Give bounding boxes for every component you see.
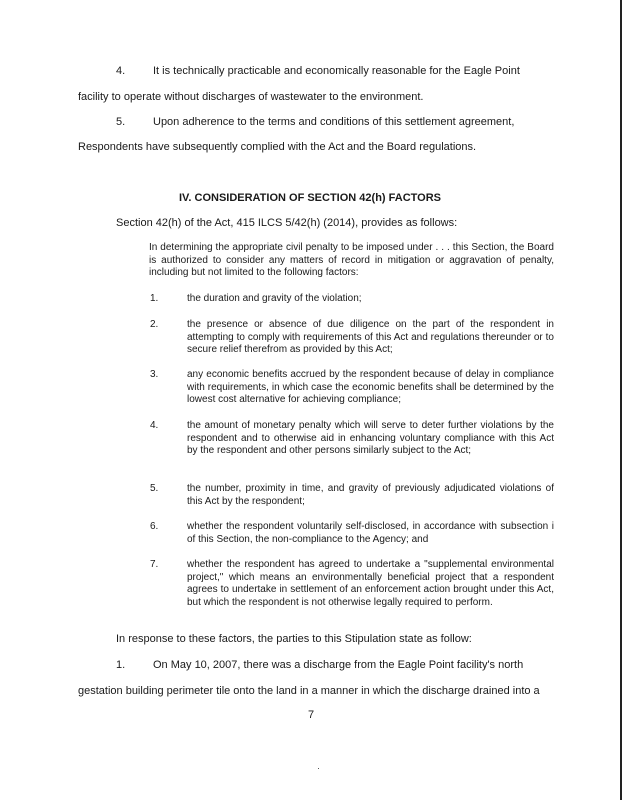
factor-7-text: whether the respondent has agreed to undertake a "supplemental environmental project," which means an environmentally beneficial project that a respondent agrees to undertake in settlement of an enforcement action brought under this Act, but which the respondent is not otherwise legally required to perform.: [187, 559, 554, 608]
factor-4-number: 4.: [150, 420, 159, 431]
factor-4-text: the amount of monetary penalty which will serve to deter further violations by the respondent and to otherwise aid in enhancing voluntary compliance with this Act by the respondent and other persons similarly subject to the Act;: [187, 420, 554, 456]
response-1-number: 1.: [116, 659, 126, 671]
factor-5-number: 5.: [150, 483, 159, 494]
factor-5-text: the number, proximity in time, and gravity of previously adjudicated violations of this Act by the respondent;: [187, 483, 554, 507]
response-1-text: On May 10, 2007, there was a discharge from the Eagle Point facility's north: [153, 659, 524, 671]
finding-5-text: Upon adherence to the terms and conditions of this settlement agreement,: [153, 116, 515, 128]
page-number: 7: [308, 709, 315, 721]
finding-4-continuation: facility to operate without discharges of wastewater to the environment.: [78, 91, 424, 103]
finding-4-text: It is technically practicable and economically reasonable for the Eagle Point: [153, 65, 520, 77]
factor-1-text: the duration and gravity of the violation;: [187, 293, 362, 304]
factor-1-number: 1.: [150, 293, 159, 304]
finding-4-number: 4.: [116, 65, 126, 77]
statute-quote: In determining the appropriate civil penalty to be imposed under . . . this Section, the Board is authorized to consider any matters of record in mitigation or aggravation of penalty, including but not limited to the following factors:: [149, 242, 554, 278]
response-1-continuation: gestation building perimeter tile onto the land in a manner in which the discharge drained into a: [78, 685, 540, 697]
finding-5-number: 5.: [116, 116, 126, 128]
factor-6-text: whether the respondent voluntarily self-disclosed, in accordance with subsection i of this Section, the non-compliance to the Agency; and: [187, 521, 554, 545]
factor-2-number: 2.: [150, 319, 159, 330]
finding-5-continuation: Respondents have subsequently complied with the Act and the Board regulations.: [78, 141, 477, 153]
scan-speck: [318, 768, 319, 769]
statute-intro: Section 42(h) of the Act, 415 ILCS 5/42(h) (2014), provides as follows:: [116, 217, 458, 229]
response-intro: In response to these factors, the parties to this Stipulation state as follow:: [116, 633, 472, 645]
factor-7-number: 7.: [150, 559, 159, 570]
scan-edge: [620, 0, 622, 800]
factor-6-number: 6.: [150, 521, 159, 532]
factor-3-number: 3.: [150, 369, 159, 380]
section-heading: IV. CONSIDERATION OF SECTION 42(h) FACTORS: [179, 192, 441, 204]
factor-2-text: the presence or absence of due diligence on the part of the respondent in attempting to comply with requirements of this Act and regulations thereunder or to secure relief therefrom as provided by this Act;: [187, 319, 554, 355]
factor-3-text: any economic benefits accrued by the respondent because of delay in compliance with requirements, in which case the economic benefits shall be determined by the lowest cost alternative for achieving compliance;: [187, 369, 554, 405]
